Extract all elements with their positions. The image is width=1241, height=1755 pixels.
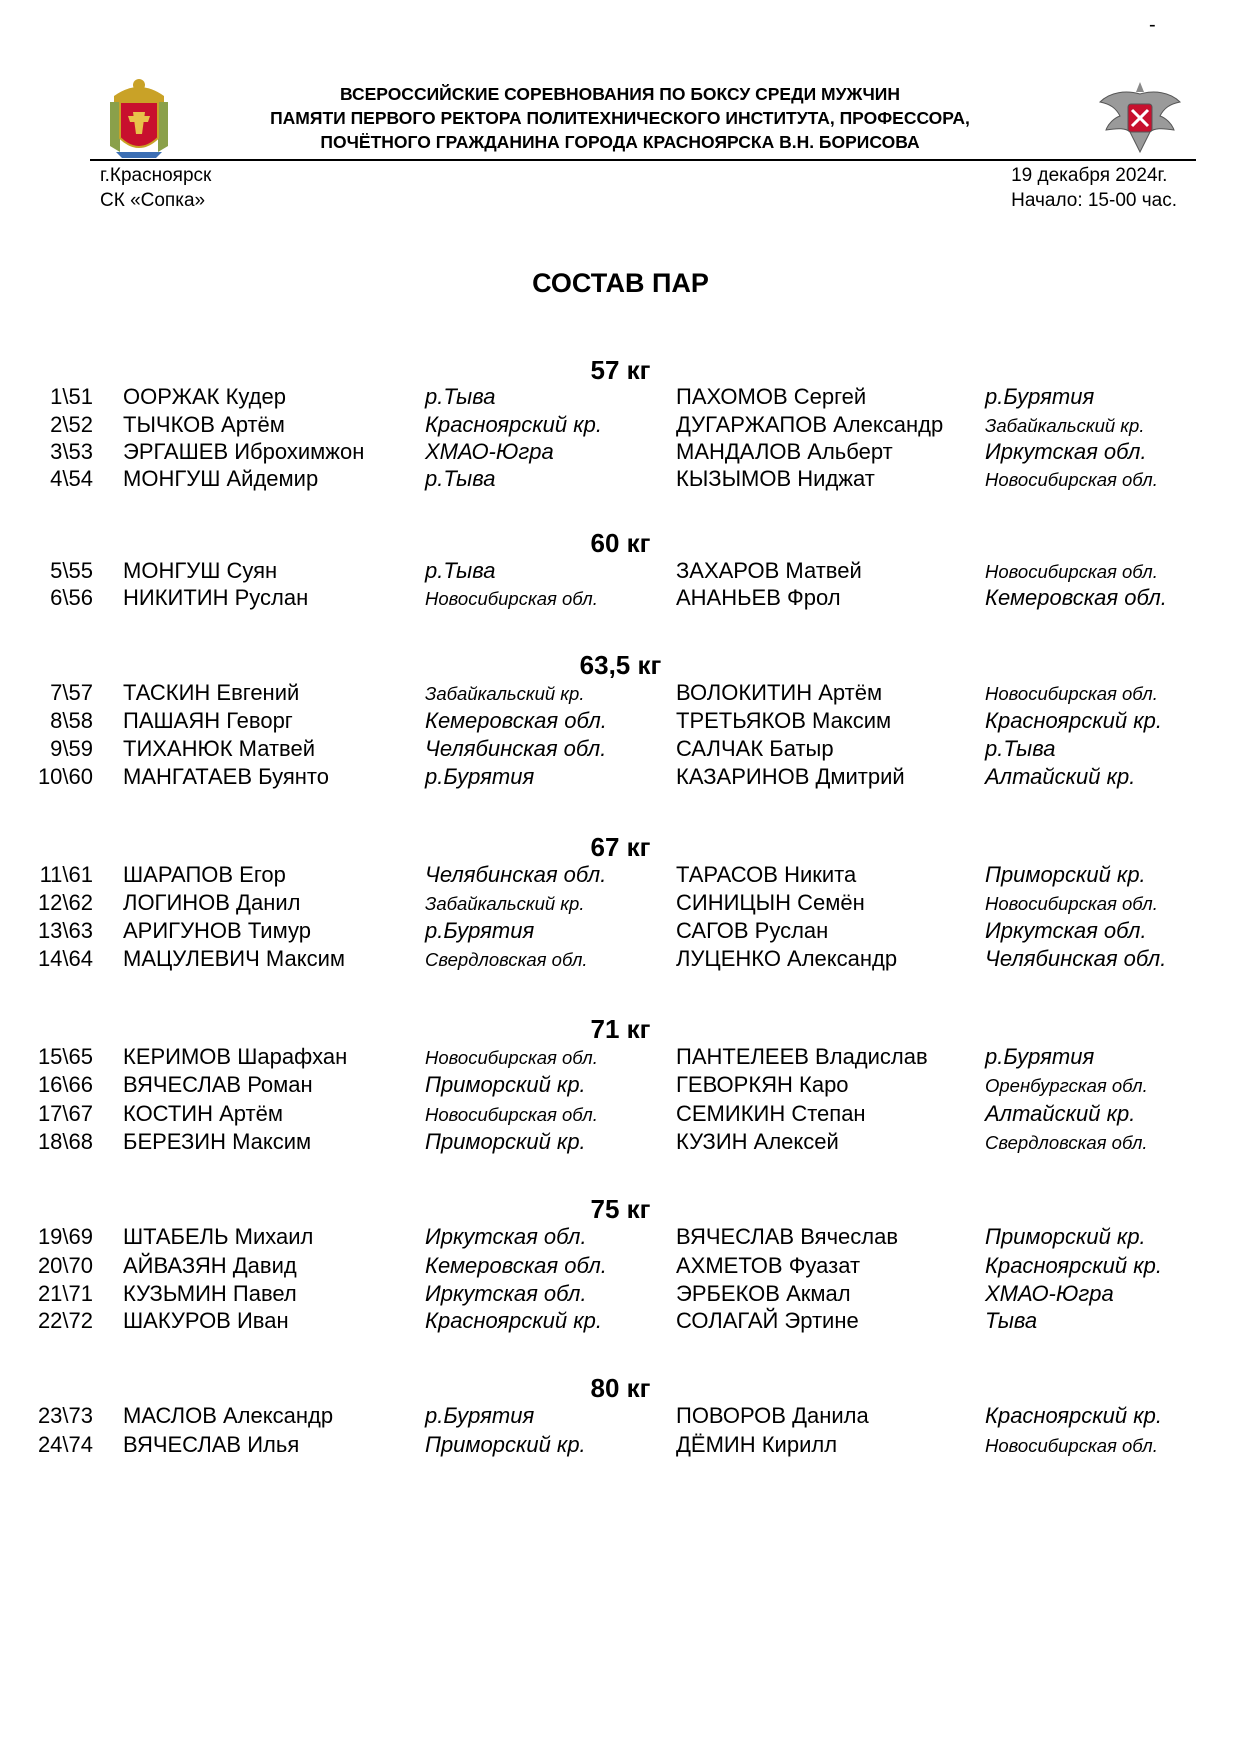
fighter-2-region: Приморский кр.: [985, 862, 1146, 887]
fighter-2-name: АХМЕТОВ Фуазат: [676, 1253, 861, 1278]
fighter-2-name: ЭРБЕКОВ Акмал: [676, 1281, 851, 1306]
bout-number: 20\70: [37, 1253, 93, 1278]
fighter-1-region: Кемеровская обл.: [425, 708, 607, 733]
fighter-1-region: Челябинская обл.: [425, 736, 607, 761]
fighter-2-name: МАНДАЛОВ Альберт: [676, 439, 893, 464]
bout-number: 24\74: [37, 1432, 93, 1457]
venue: СК «Сопка»: [100, 190, 206, 211]
fighter-2-name: САГОВ Руслан: [676, 918, 829, 943]
fighter-1-region: Иркутская обл.: [425, 1224, 587, 1249]
fighter-2-region: Алтайский кр.: [985, 1101, 1136, 1126]
fighter-2-region: Новосибирская обл.: [985, 893, 1158, 914]
bout-number: 9\59: [50, 736, 93, 761]
weight-category-heading: 80 кг: [590, 1373, 651, 1403]
fighter-1-name: МАНГАТАЕВ Буянто: [123, 764, 329, 789]
page-mark: -: [1149, 14, 1156, 36]
fighter-2-name: ЛУЦЕНКО Александр: [676, 946, 898, 971]
pair-row: [0, 439, 1241, 467]
fighter-2-name: СИНИЦЫН Семён: [676, 890, 865, 915]
fighter-1-region: ХМАО-Югра: [425, 439, 554, 464]
bout-number: 11\61: [39, 862, 93, 887]
bout-number: 21\71: [37, 1281, 93, 1306]
fighter-1-name: ШАРАПОВ Егор: [123, 862, 286, 887]
fighter-1-region: Красноярский кр.: [425, 412, 602, 437]
fighter-1-name: КЕРИМОВ Шарафхан: [123, 1044, 348, 1069]
pair-row: [0, 558, 1241, 586]
fighter-2-name: ЗАХАРОВ Матвей: [676, 558, 862, 583]
fighter-2-name: ПАХОМОВ Сергей: [676, 384, 867, 409]
fighter-2-region: Забайкальский кр.: [985, 415, 1145, 436]
bout-number: 23\73: [37, 1403, 93, 1428]
fighter-1-name: ВЯЧЕСЛАВ Илья: [123, 1432, 300, 1457]
fighter-1-name: ТЫЧКОВ Артём: [123, 412, 285, 437]
bout-number: 3\53: [50, 439, 93, 464]
fighter-2-name: ДЁМИН Кирилл: [676, 1432, 838, 1457]
fighter-2-region: Новосибирская обл.: [985, 1435, 1158, 1456]
event-title-line-3: ПОЧЁТНОГО ГРАЖДАНИНА ГОРОДА КРАСНОЯРСКА В.Н. БОРИСОВА: [320, 132, 920, 152]
pair-row: [0, 466, 1241, 494]
pair-row: [0, 1072, 1241, 1100]
fighter-2-name: ТРЕТЬЯКОВ Максим: [676, 708, 892, 733]
fighter-1-region: р.Бурятия: [425, 918, 535, 943]
fighter-2-region: Свердловская обл.: [985, 1132, 1148, 1153]
fighter-1-name: МАЦУЛЕВИЧ Максим: [123, 946, 345, 971]
fighter-1-name: АРИГУНОВ Тимур: [123, 918, 311, 943]
fighter-2-name: АНАНЬЕВ Фрол: [676, 585, 841, 610]
pair-row: [0, 1129, 1241, 1157]
bout-number: 22\72: [37, 1308, 93, 1333]
fighter-2-name: САЛЧАК Батыр: [676, 736, 834, 761]
fighter-2-region: Кемеровская обл.: [985, 585, 1167, 610]
fighter-2-region: р.Бурятия: [985, 1044, 1095, 1069]
pair-row: [0, 736, 1241, 764]
fighter-2-region: ХМАО-Югра: [985, 1281, 1114, 1306]
fighter-1-region: р.Бурятия: [425, 764, 535, 789]
fighter-2-name: СОЛАГАЙ Эртине: [676, 1308, 859, 1333]
fighter-2-region: Алтайский кр.: [985, 764, 1136, 789]
fighter-2-name: СЕМИКИН Степан: [676, 1101, 866, 1126]
pair-row: [0, 1308, 1241, 1336]
fighter-1-name: КУЗЬМИН Павел: [123, 1281, 297, 1306]
fighter-2-name: ДУГАРЖАПОВ Александр: [676, 412, 944, 437]
page-title: СОСТАВ ПАР: [532, 268, 709, 298]
fighter-1-name: ШТАБЕЛЬ Михаил: [123, 1224, 314, 1249]
fighter-2-region: Новосибирская обл.: [985, 683, 1158, 704]
fighter-1-region: Новосибирская обл.: [425, 1104, 598, 1125]
date: 19 декабря 2024г.: [1011, 165, 1168, 186]
fighter-2-region: Тыва: [985, 1308, 1038, 1333]
fighter-2-name: ТАРАСОВ Никита: [676, 862, 857, 887]
fighter-1-region: Свердловская обл.: [425, 949, 588, 970]
fighter-1-region: Забайкальский кр.: [425, 683, 585, 704]
fighter-2-region: Приморский кр.: [985, 1224, 1146, 1249]
pair-row: [0, 918, 1241, 946]
header-divider: [90, 159, 1196, 161]
bout-number: 2\52: [50, 412, 93, 437]
fighter-2-region: р.Тыва: [985, 736, 1056, 761]
fighter-1-name: ПАШАЯН Геворг: [123, 708, 293, 733]
fighter-2-name: КУЗИН Алексей: [676, 1129, 839, 1154]
start-time: Начало: 15-00 час.: [1011, 190, 1177, 211]
bout-number: 13\63: [37, 918, 93, 943]
bout-number: 10\60: [37, 764, 93, 789]
fighter-1-region: р.Тыва: [425, 466, 496, 491]
fighter-1-region: Приморский кр.: [425, 1432, 586, 1457]
pair-row: [0, 890, 1241, 918]
bout-number: 12\62: [37, 890, 93, 915]
fighter-1-region: р.Тыва: [425, 384, 496, 409]
bout-number: 15\65: [37, 1044, 93, 1069]
pair-row: [0, 412, 1241, 440]
fighter-2-name: ПОВОРОВ Данила: [676, 1403, 869, 1428]
fighter-1-region: р.Бурятия: [425, 1403, 535, 1428]
pair-row: [0, 946, 1241, 974]
pair-row: [0, 1044, 1241, 1072]
event-title-line-2: ПАМЯТИ ПЕРВОГО РЕКТОРА ПОЛИТЕХНИЧЕСКОГО ИНСТИТУТА, ПРОФЕССОРА,: [270, 108, 970, 128]
bout-number: 16\66: [37, 1072, 93, 1097]
krasnoyarsk-coat-of-arms-icon: [106, 72, 172, 160]
bout-number: 7\57: [50, 680, 93, 705]
pair-row: [0, 1403, 1241, 1431]
weight-category-heading: 67 кг: [590, 832, 651, 862]
fighter-1-name: БЕРЕЗИН Максим: [123, 1129, 312, 1154]
pair-row: [0, 1281, 1241, 1309]
event-title-line-1: ВСЕРОССИЙСКИЕ СОРЕВНОВАНИЯ ПО БОКСУ СРЕДИ МУЖЧИН: [339, 84, 901, 104]
fighter-1-region: Челябинская обл.: [425, 862, 607, 887]
fighter-1-name: ЭРГАШЕВ Иброхимжон: [123, 439, 365, 464]
fighter-2-name: ГЕВОРКЯН Каро: [676, 1072, 849, 1097]
bout-number: 17\67: [37, 1101, 93, 1126]
fighter-1-region: Красноярский кр.: [425, 1308, 602, 1333]
fighter-1-region: Новосибирская обл.: [425, 588, 598, 609]
fighter-2-region: р.Бурятия: [985, 384, 1095, 409]
bout-number: 4\54: [50, 466, 93, 491]
fighter-1-region: Забайкальский кр.: [425, 893, 585, 914]
fighter-1-region: р.Тыва: [425, 558, 496, 583]
fighter-1-name: НИКИТИН Руслан: [123, 585, 309, 610]
pair-row: [0, 1432, 1241, 1460]
fighter-1-name: ООРЖАК Кудер: [123, 384, 286, 409]
event-title: [220, 82, 1020, 154]
bout-number: 5\55: [50, 558, 93, 583]
fighter-2-name: ВЯЧЕСЛАВ Вячеслав: [676, 1224, 899, 1249]
fighter-1-name: ЛОГИНОВ Данил: [123, 890, 301, 915]
pair-row: [0, 1224, 1241, 1252]
location-info: [100, 163, 211, 213]
fighter-1-name: КОСТИН Артём: [123, 1101, 283, 1126]
fighter-1-name: МАСЛОВ Александр: [123, 1403, 334, 1428]
fighter-2-region: Красноярский кр.: [985, 1403, 1162, 1428]
fighter-1-name: ТАСКИН Евгений: [123, 680, 300, 705]
pair-row: [0, 1253, 1241, 1281]
pair-row: [0, 1101, 1241, 1129]
pair-row: [0, 862, 1241, 890]
weight-category-heading: 60 кг: [590, 528, 651, 558]
fighter-1-region: Приморский кр.: [425, 1072, 586, 1097]
fighter-2-region: Красноярский кр.: [985, 1253, 1162, 1278]
pair-row: [0, 384, 1241, 412]
fighter-2-name: КЫЗЫМОВ Ниджат: [676, 466, 875, 491]
bout-number: 18\68: [37, 1129, 93, 1154]
weight-category-heading: 75 кг: [590, 1194, 651, 1224]
fighter-2-region: Челябинская обл.: [985, 946, 1167, 971]
bout-number: 14\64: [37, 946, 93, 971]
fighter-1-region: Иркутская обл.: [425, 1281, 587, 1306]
weight-category-heading: 57 кг: [590, 355, 651, 385]
weight-category-heading: 71 кг: [590, 1014, 651, 1044]
pair-row: [0, 585, 1241, 613]
fighter-2-name: ПАНТЕЛЕЕВ Владислав: [676, 1044, 928, 1069]
bout-number: 19\69: [37, 1224, 93, 1249]
fighter-2-region: Оренбургская обл.: [985, 1075, 1148, 1096]
schedule-info: [1011, 163, 1177, 213]
city: г.Красноярск: [100, 165, 212, 186]
ministry-sport-eagle-icon: [1096, 72, 1184, 160]
pair-row: [0, 764, 1241, 792]
fighter-1-name: АЙВАЗЯН Давид: [123, 1253, 297, 1278]
bout-number: 1\51: [50, 384, 93, 409]
fighter-2-region: Новосибирская обл.: [985, 469, 1158, 490]
weight-category-heading: 63,5 кг: [579, 650, 662, 680]
fighter-2-region: Иркутская обл.: [985, 918, 1147, 943]
pair-row: [0, 680, 1241, 708]
fighter-2-region: Новосибирская обл.: [985, 561, 1158, 582]
fighter-2-region: Иркутская обл.: [985, 439, 1147, 464]
fighter-2-region: Красноярский кр.: [985, 708, 1162, 733]
bout-number: 6\56: [50, 585, 93, 610]
fighter-2-name: КАЗАРИНОВ Дмитрий: [676, 764, 905, 789]
fighter-1-region: Кемеровская обл.: [425, 1253, 607, 1278]
fighter-1-region: Приморский кр.: [425, 1129, 586, 1154]
bout-number: 8\58: [50, 708, 93, 733]
fighter-1-name: ТИХАНЮК Матвей: [123, 736, 316, 761]
fighter-1-name: ВЯЧЕСЛАВ Роман: [123, 1072, 313, 1097]
pair-row: [0, 708, 1241, 736]
fighter-1-name: МОНГУШ Суян: [123, 558, 278, 583]
fighter-1-name: ШАКУРОВ Иван: [123, 1308, 289, 1333]
fighter-1-name: МОНГУШ Айдемир: [123, 466, 319, 491]
fighter-2-name: ВОЛОКИТИН Артём: [676, 680, 883, 705]
fighter-1-region: Новосибирская обл.: [425, 1047, 598, 1068]
